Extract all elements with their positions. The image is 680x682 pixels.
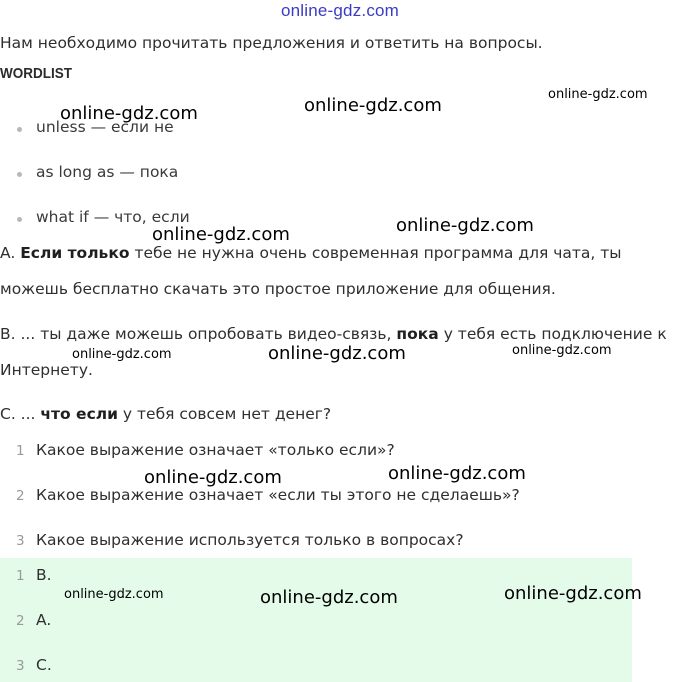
question-text: Какое выражение используется только в вопросах? [36,531,464,549]
watermark: online-gdz.com [504,583,642,604]
wordlist-heading: WORDLIST [0,65,72,82]
answer-text: A. [36,611,52,629]
question-number: 3 [16,533,25,549]
watermark: online-gdz.com [304,95,442,116]
question-text: Какое выражение означает «если ты этого не сделаешь»? [36,486,520,504]
watermark: online-gdz.com [268,343,406,364]
sentence-c-rest: у тебя совсем нет денег? [117,405,332,423]
watermark: online-gdz.com [144,467,282,488]
question-text: Какое выражение означает «только если»? [36,441,395,459]
sentence-b-rest: у тебя есть подключение к [438,325,667,343]
watermark: online-gdz.com [64,587,164,602]
watermark: online-gdz.com [396,215,534,236]
top-watermark: online-gdz.com [280,1,400,20]
sentence-b-prefix: B. ... ты даже можешь опробовать видео-связь, [0,325,397,343]
sentence-b-line2: Интернету. [0,361,93,379]
watermark: online-gdz.com [60,103,198,124]
watermark: online-gdz.com [260,587,398,608]
sentence-a-prefix: A. [0,244,21,262]
sentence-a-line1 [0,244,622,262]
sentence-c-keyword: что если [40,405,118,423]
sentence-a-keyword: Если только [20,244,130,262]
sentence-c [0,405,331,423]
question-number: 1 [16,443,25,459]
question-number: 2 [16,488,25,504]
wordlist-item: as long as — пока [36,163,179,181]
watermark: online-gdz.com [548,87,648,102]
answer-text: C. [36,656,52,674]
sentence-a-rest: тебе не нужна очень современная программа для чата, ты [129,244,622,262]
bullet-icon [17,127,22,132]
watermark: online-gdz.com [152,224,290,245]
sentence-c-prefix: C. ... [0,405,41,423]
sentence-b-keyword: пока [396,325,439,343]
answers-panel [0,558,632,682]
answer-text: B. [36,566,52,584]
sentence-b-line1 [0,325,667,343]
sentence-a-line2: можешь бесплатно скачать это простое приложение для общения. [0,280,556,298]
watermark: online-gdz.com [512,343,612,358]
bullet-icon [17,217,22,222]
answer-number: 1 [16,568,25,584]
bullet-icon [17,172,22,177]
intro-text: Нам необходимо прочитать предложения и ответить на вопросы. [0,34,543,52]
watermark: online-gdz.com [388,463,526,484]
wordlist-item: unless — если не [36,118,174,136]
answer-number: 3 [16,658,25,674]
watermark: online-gdz.com [72,347,172,362]
answer-number: 2 [16,613,25,629]
wordlist-item: what if — что, если [36,208,190,226]
